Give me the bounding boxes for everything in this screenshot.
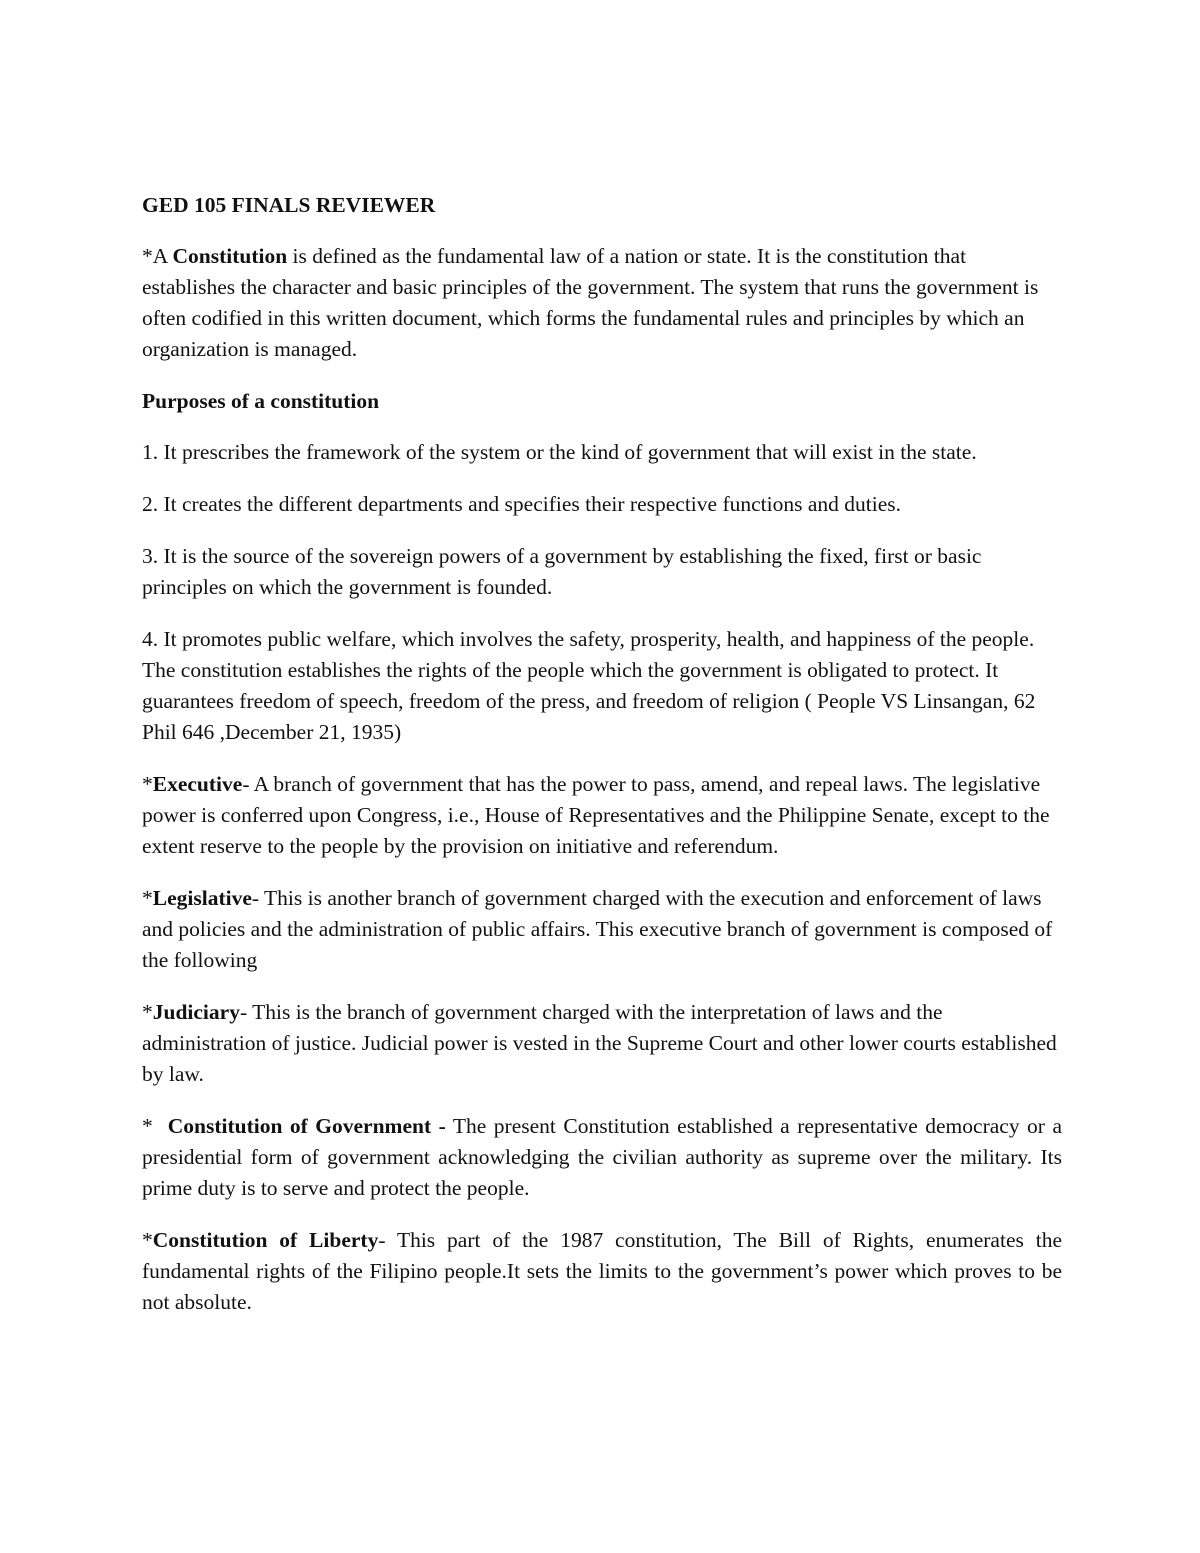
definition-prefix: * [142, 886, 153, 910]
definition-judiciary [142, 997, 1062, 1090]
definition-term: Executive [152, 772, 243, 796]
definition-text: - A branch of government that has the power to pass, amend, and repeal laws. The legislative power is conferred upon Congress, i.e., House of Representatives and the Philippine Senate, except to the extent reserve to the people by the provision on initiative and referendum. [142, 772, 1050, 858]
intro-text: is defined as the fundamental law of a nation or state. It is the constitution that establishes the character and basic principles of the government. The system that runs the government is often codified in this written document, which forms the fundamental rules and principles by which an organization is managed. [142, 244, 1039, 361]
definition-constitution-of-government [142, 1111, 1062, 1204]
intro-term: Constitution [172, 244, 288, 268]
definition-term: Legislative [152, 886, 252, 910]
definition-term: Constitution of Government - [167, 1114, 446, 1138]
intro-prefix: *A [142, 244, 173, 268]
intro-paragraph [142, 241, 1062, 365]
definition-term: Constitution of Liberty [152, 1228, 379, 1252]
document-body [142, 190, 1062, 1339]
definition-prefix: * [142, 1228, 153, 1252]
definition-text: - This is the branch of government charged with the interpretation of laws and the administration of justice. Judicial power is vested in the Supreme Court and other lower courts established by law. [142, 1000, 1057, 1086]
purpose-item-1: 1. It prescribes the framework of the system or the kind of government that will exist in the state. [142, 440, 977, 464]
definition-text: - This part of the 1987 constitution, The Bill of Rights, enumerates the fundamental rights of the Filipino people.It sets the limits to the government’s power which proves to be not absolute. [142, 1228, 1062, 1314]
definition-legislative [142, 883, 1062, 976]
purpose-item-3: 3. It is the source of the sovereign powers of a government by establishing the fixed, first or basic principles on which the government is founded. [142, 544, 982, 599]
definition-term: Judiciary [152, 1000, 240, 1024]
definition-text: - This is another branch of government charged with the execution and enforcement of laws and policies and the administration of public affairs. This executive branch of government is composed of the following [142, 886, 1053, 972]
purpose-item-4: 4. It promotes public welfare, which involves the safety, prosperity, health, and happiness of the people. The constitution establishes the rights of the people which the government is obligated to protect. It guarantees freedom of speech, freedom of the press, and freedom of religion ( People VS Linsangan, 62 Phil 646 ,December 21, 1935) [142, 627, 1036, 744]
purposes-heading: Purposes of a constitution [142, 389, 380, 413]
definition-prefix: * [142, 1114, 168, 1138]
definition-text: The present Constitution established a representative democracy or a presidential form of government acknowledging the civilian authority as supreme over the military. Its prime duty is to serve and protect the people. [142, 1114, 1062, 1200]
document-title: GED 105 FINALS REVIEWER [142, 193, 436, 217]
definition-executive [142, 769, 1062, 862]
definition-constitution-of-liberty [142, 1225, 1062, 1318]
purpose-item-2: 2. It creates the different departments and specifies their respective functions and duties. [142, 492, 901, 516]
definition-prefix: * [142, 1000, 153, 1024]
definition-prefix: * [142, 772, 153, 796]
